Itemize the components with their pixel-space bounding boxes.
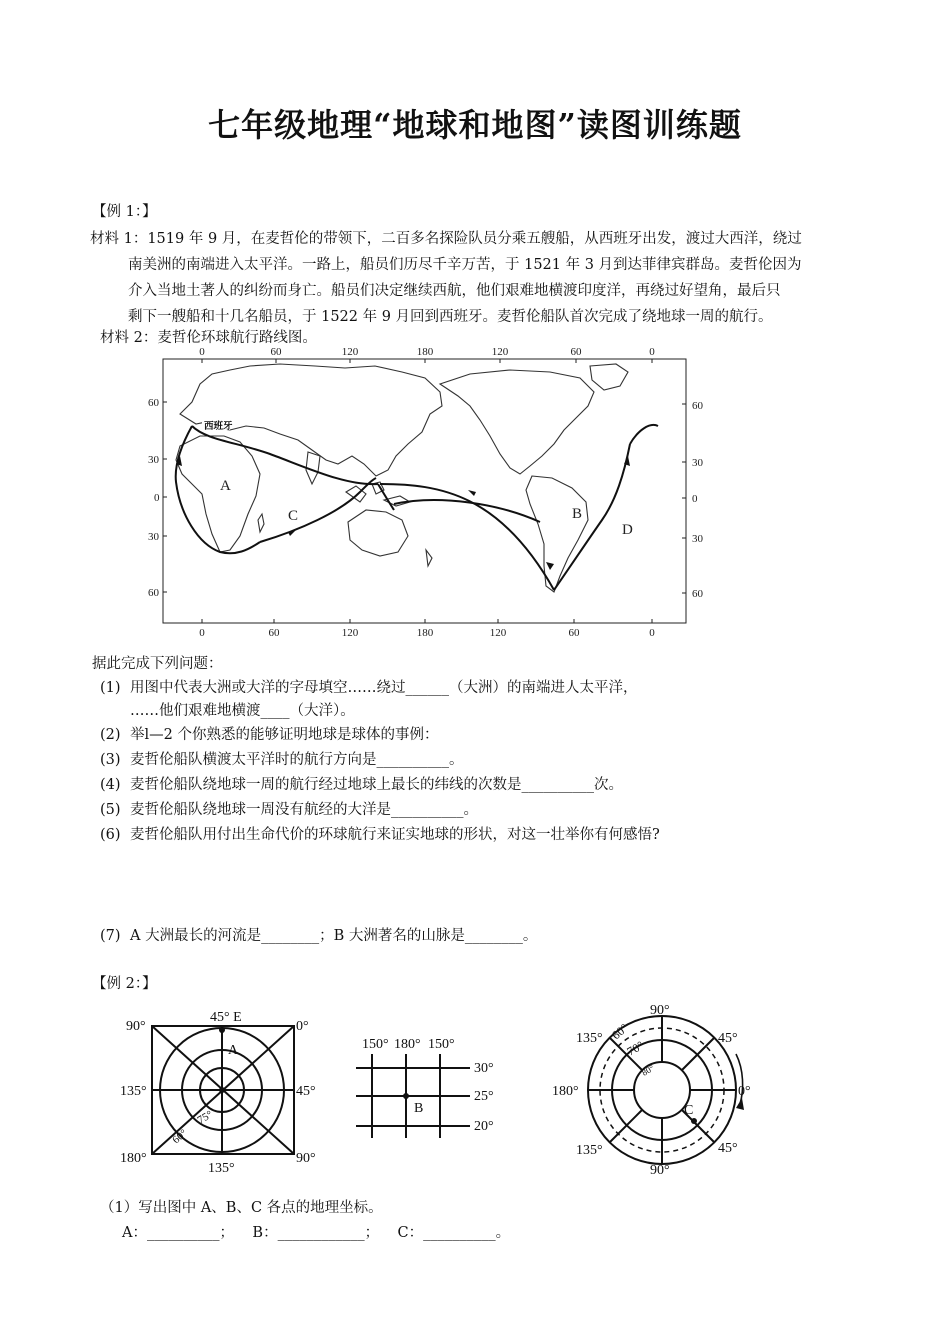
map-label-D: D (622, 522, 633, 538)
fig2-point-B: B (414, 1101, 424, 1116)
question-text: 麦哲伦船队绕地球一周没有航经的大洋是__________。 (130, 802, 478, 818)
map-top-tick: 120 (341, 346, 359, 358)
fig1-polar-grid (118, 1004, 336, 1176)
fig1-label-tl: 90° (126, 1019, 146, 1034)
fig3-lat-60: 60° (608, 1020, 631, 1043)
map-left-tick: 60 (148, 397, 159, 409)
fig3-label-tr: 45° (718, 1031, 738, 1046)
map-left-tick: 60 (148, 587, 159, 599)
fig2-lon-1: 150° (362, 1037, 389, 1052)
map-bottom-tick: 180 (416, 627, 434, 639)
map-top-tick: 120 (491, 346, 509, 358)
map-top-tick: 0 (199, 346, 205, 358)
material-1-line: 南美洲的南端进入太平洋。一路上，船员们历尽千辛万苦，于 1521 年 3 月到达菲律宾群岛。麦哲伦因为 (128, 257, 802, 273)
question-text: A 大洲最长的河流是________；B 大洲著名的山脉是________。 (130, 928, 538, 944)
magellan-route (176, 425, 658, 590)
question-6 (100, 823, 660, 844)
question-text: ……他们艰难地横渡____（大洋）。 (130, 703, 355, 719)
fig3-label-left: 180° (552, 1084, 579, 1099)
fig3-polar-circle (550, 1004, 760, 1180)
fig2-grid (352, 1030, 512, 1146)
fig1-label-top: 45° E (210, 1010, 242, 1025)
map-top-tick: 60 (570, 346, 582, 358)
example-2-heading: 【例 2：】 (92, 976, 157, 992)
question-text: 举l—2 个你熟悉的能够证明地球是球体的事例： (130, 727, 439, 743)
spain-label: 西班牙 (204, 421, 233, 432)
fig3-label-right: 0° (738, 1084, 751, 1099)
question-number: (7) (100, 928, 121, 944)
fig1-label-right: 45° (296, 1084, 316, 1099)
material-1 (90, 226, 870, 330)
map-left-tick: 0 (154, 492, 160, 504)
material-2: 材料 2：麦哲伦环球航行路线图。 (100, 330, 317, 346)
map-right-tick: 60 (692, 400, 703, 412)
example-2-question: （1）写出图中 A、B、C 各点的地理坐标。 (100, 1200, 383, 1216)
map-top-tick: 180 (416, 346, 434, 358)
fig3-label-top: 90° (650, 1004, 670, 1018)
continent-outlines (176, 364, 628, 592)
map-bottom-tick: 0 (199, 627, 205, 639)
magellan-route-map (140, 344, 720, 640)
fig1-label-tr: 0° (296, 1019, 309, 1034)
fig2-lat-2: 25° (474, 1089, 494, 1104)
map-left-tick: 30 (148, 454, 159, 466)
material-1-line: 材料 1：1519 年 9 月，在麦哲伦的带领下，二百多名探险队员分乘五艘船，从西班牙出发，渡过大西洋，绕过 (90, 231, 802, 247)
map-bottom-tick: 120 (489, 627, 507, 639)
question-1 (100, 676, 638, 697)
material-1-line: 介入当地土著人的纠纷而身亡。船员们决定继续西航，他们艰难地横渡印度洋，再绕过好望角，最后只 (128, 283, 781, 299)
question-number: (6) (100, 827, 121, 843)
fig3-point-C: C (684, 1103, 694, 1118)
route-arrows (176, 456, 630, 570)
question-number: (4) (100, 777, 121, 793)
question-4 (100, 773, 623, 794)
question-number: (3) (100, 752, 121, 768)
fig2-lon-3: 150° (428, 1037, 455, 1052)
question-1-continued (100, 699, 355, 720)
fig1-lat-75: 75° (195, 1108, 215, 1127)
question-3 (100, 748, 464, 769)
fig1-label-bl: 180° (120, 1151, 147, 1166)
question-7 (100, 924, 537, 945)
fig3-label-tl: 135° (576, 1031, 603, 1046)
question-number: (1) (100, 680, 121, 696)
example-2-answer-line: A：__________； B：____________； C：__________。 (122, 1225, 511, 1241)
fig3-label-bottom: 90° (650, 1163, 670, 1178)
map-label-B: B (572, 506, 583, 522)
questions-intro: 据此完成下列问题： (92, 656, 223, 672)
fig1-label-bottom: 135° (208, 1161, 235, 1176)
fig2-lat-3: 20° (474, 1119, 494, 1134)
map-top-tick: 0 (649, 346, 655, 358)
map-bottom-tick: 60 (268, 627, 280, 639)
page-title: 七年级地理“地球和地图”读图训练题 (208, 106, 742, 144)
fig1-lat-60: 60° (170, 1127, 190, 1147)
fig3-lat-70: 70° (624, 1038, 647, 1059)
fig3-label-bl: 135° (576, 1143, 603, 1158)
question-text: 麦哲伦船队用付出生命代价的环球航行来证实地球的形状，对这一壮举你有何感悟? (130, 827, 660, 843)
map-right-tick: 30 (692, 533, 703, 545)
question-number: (5) (100, 802, 121, 818)
map-frame (163, 359, 686, 623)
fig2-lon-2: 180° (394, 1037, 421, 1052)
map-top-tick: 60 (270, 346, 282, 358)
example-1-heading: 【例 1：】 (92, 204, 157, 220)
fig3-label-br: 45° (718, 1141, 738, 1156)
fig1-label-left: 135° (120, 1084, 147, 1099)
question-number: (2) (100, 727, 121, 743)
question-5 (100, 798, 478, 819)
question-text: 用图中代表大洲或大洋的字母填空……绕过______（大洲）的南端进人太平洋， (130, 680, 638, 696)
question-2 (100, 723, 438, 744)
map-right-tick: 60 (692, 588, 703, 600)
map-bottom-tick: 0 (649, 627, 655, 639)
fig2-lat-1: 30° (474, 1061, 494, 1076)
fig3-lat-80: 80° (640, 1062, 656, 1078)
question-text: 麦哲伦船队绕地球一周的航行经过地球上最长的纬线的次数是__________次。 (130, 777, 623, 793)
map-left-tick: 30 (148, 531, 159, 543)
map-right-tick: 0 (692, 493, 698, 505)
map-bottom-tick: 60 (568, 627, 580, 639)
question-text: 麦哲伦船队横渡太平洋时的航行方向是__________。 (130, 752, 464, 768)
fig1-label-br: 90° (296, 1151, 316, 1166)
material-1-line: 剩下一艘船和十几名船员，于 1522 年 9 月回到西班牙。麦哲伦船队首次完成了绕地球一周的航行。 (128, 309, 773, 325)
map-label-C: C (288, 508, 299, 524)
map-label-A: A (220, 478, 231, 494)
map-bottom-tick: 120 (341, 627, 359, 639)
map-right-tick: 30 (692, 457, 703, 469)
fig1-point-A: A (228, 1043, 239, 1058)
